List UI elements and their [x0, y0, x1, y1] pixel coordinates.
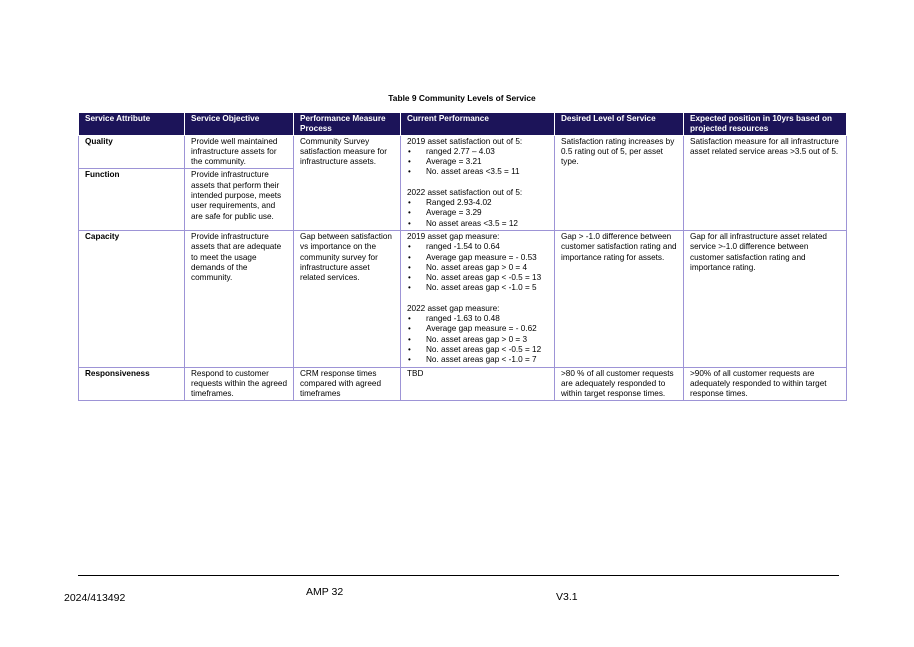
list-item: • No. asset areas gap < -1.0 = 7 — [407, 355, 550, 365]
cell-measure-capacity: Gap between satisfaction vs importance on the community survey for infrastructure asset related services. — [294, 230, 401, 367]
cell-desired-quality-function: Satisfaction rating increases by 0.5 rating out of 5, per asset type. — [555, 135, 684, 230]
current-2022-heading: 2022 asset satisfaction out of 5: — [407, 187, 523, 197]
list-item: • No. asset areas gap < -1.0 = 5 — [407, 283, 550, 293]
list-item: • Ranged 2.93-4.02 — [407, 198, 550, 208]
cell-objective-capacity: Provide infrastructure assets that are adequate to meet the usage demands of the community. — [185, 230, 294, 367]
current-2019-heading: 2019 asset satisfaction out of 5: — [407, 136, 523, 146]
list-item: • No. asset areas gap > 0 = 4 — [407, 263, 550, 273]
cell-expected-quality-function: Satisfaction measure for all infrastructure asset related service areas >3.5 out of 5. — [684, 135, 847, 230]
cell-objective-responsiveness: Respond to customer requests within the agreed timeframes. — [185, 367, 294, 401]
table-row — [79, 135, 847, 169]
header-service-objective: Service Objective — [185, 113, 294, 136]
list-item: • No asset areas <3.5 = 12 — [407, 219, 550, 229]
current-2022-list — [407, 198, 550, 229]
cell-expected-capacity: Gap for all infrastructure asset related service >-1.0 difference between customer satisfaction rating and importance rating. — [684, 230, 847, 367]
cell-attribute-function: Function — [79, 169, 185, 230]
cell-desired-capacity: Gap > -1.0 difference between customer satisfaction rating and importance rating for assets. — [555, 230, 684, 367]
footer-divider — [78, 575, 839, 576]
footer-page-label: AMP 32 — [306, 586, 344, 598]
cell-attribute-responsiveness: Responsiveness — [79, 367, 185, 401]
capacity-2022-list — [407, 314, 550, 365]
header-desired-level: Desired Level of Service — [555, 113, 684, 136]
table-row — [79, 230, 847, 367]
list-item: • ranged 2.77 – 4.03 — [407, 147, 550, 157]
list-item: • No. asset areas gap < -0.5 = 12 — [407, 345, 550, 355]
list-item: • Average = 3.29 — [407, 208, 550, 218]
list-item: • ranged -1.54 to 0.64 — [407, 242, 550, 252]
current-2019-list — [407, 147, 550, 178]
list-item: • No. asset areas gap > 0 = 3 — [407, 335, 550, 345]
table-caption: Table 9 Community Levels of Service — [388, 93, 536, 103]
cell-objective-function: Provide infrastructure assets that perform their intended purpose, meets user requirements, and are safe for public use. — [185, 169, 294, 230]
header-expected-position: Expected position in 10yrs based on projected resources — [684, 113, 847, 136]
footer-document-number: 2024/413492 — [64, 592, 126, 604]
table-row — [79, 367, 847, 401]
capacity-2019-heading: 2019 asset gap measure: — [407, 231, 500, 241]
table-header-row — [79, 113, 847, 136]
cell-current-capacity — [401, 230, 555, 367]
list-item: • Average gap measure = - 0.62 — [407, 324, 550, 334]
cell-current-quality-function — [401, 135, 555, 230]
cell-current-responsiveness: TBD — [401, 367, 555, 401]
cell-attribute-quality: Quality — [79, 135, 185, 169]
header-service-attribute: Service Attribute — [79, 113, 185, 136]
list-item: • Average gap measure = - 0.53 — [407, 253, 550, 263]
capacity-2022-heading: 2022 asset gap measure: — [407, 303, 500, 313]
cell-measure-responsiveness: CRM response times compared with agreed timeframes — [294, 367, 401, 401]
cell-expected-responsiveness: >90% of all customer requests are adequately responded to within target response times. — [684, 367, 847, 401]
list-item: • ranged -1.63 to 0.48 — [407, 314, 550, 324]
capacity-2019-list — [407, 242, 550, 293]
header-performance-measure: Performance Measure Process — [294, 113, 401, 136]
footer-version: V3.1 — [556, 591, 578, 603]
list-item: • No. asset areas gap < -0.5 = 13 — [407, 273, 550, 283]
list-item: • Average = 3.21 — [407, 157, 550, 167]
cell-objective-quality: Provide well maintained infrastructure assets for the community. — [185, 135, 294, 169]
levels-of-service-table — [78, 112, 847, 401]
cell-attribute-capacity: Capacity — [79, 230, 185, 367]
header-current-performance: Current Performance — [401, 113, 555, 136]
cell-measure-quality-function: Community Survey satisfaction measure for infrastructure assets. — [294, 135, 401, 230]
cell-desired-responsiveness: >80 % of all customer requests are adequately responded to within target response times. — [555, 367, 684, 401]
list-item: • No. asset areas <3.5 = 11 — [407, 167, 550, 177]
